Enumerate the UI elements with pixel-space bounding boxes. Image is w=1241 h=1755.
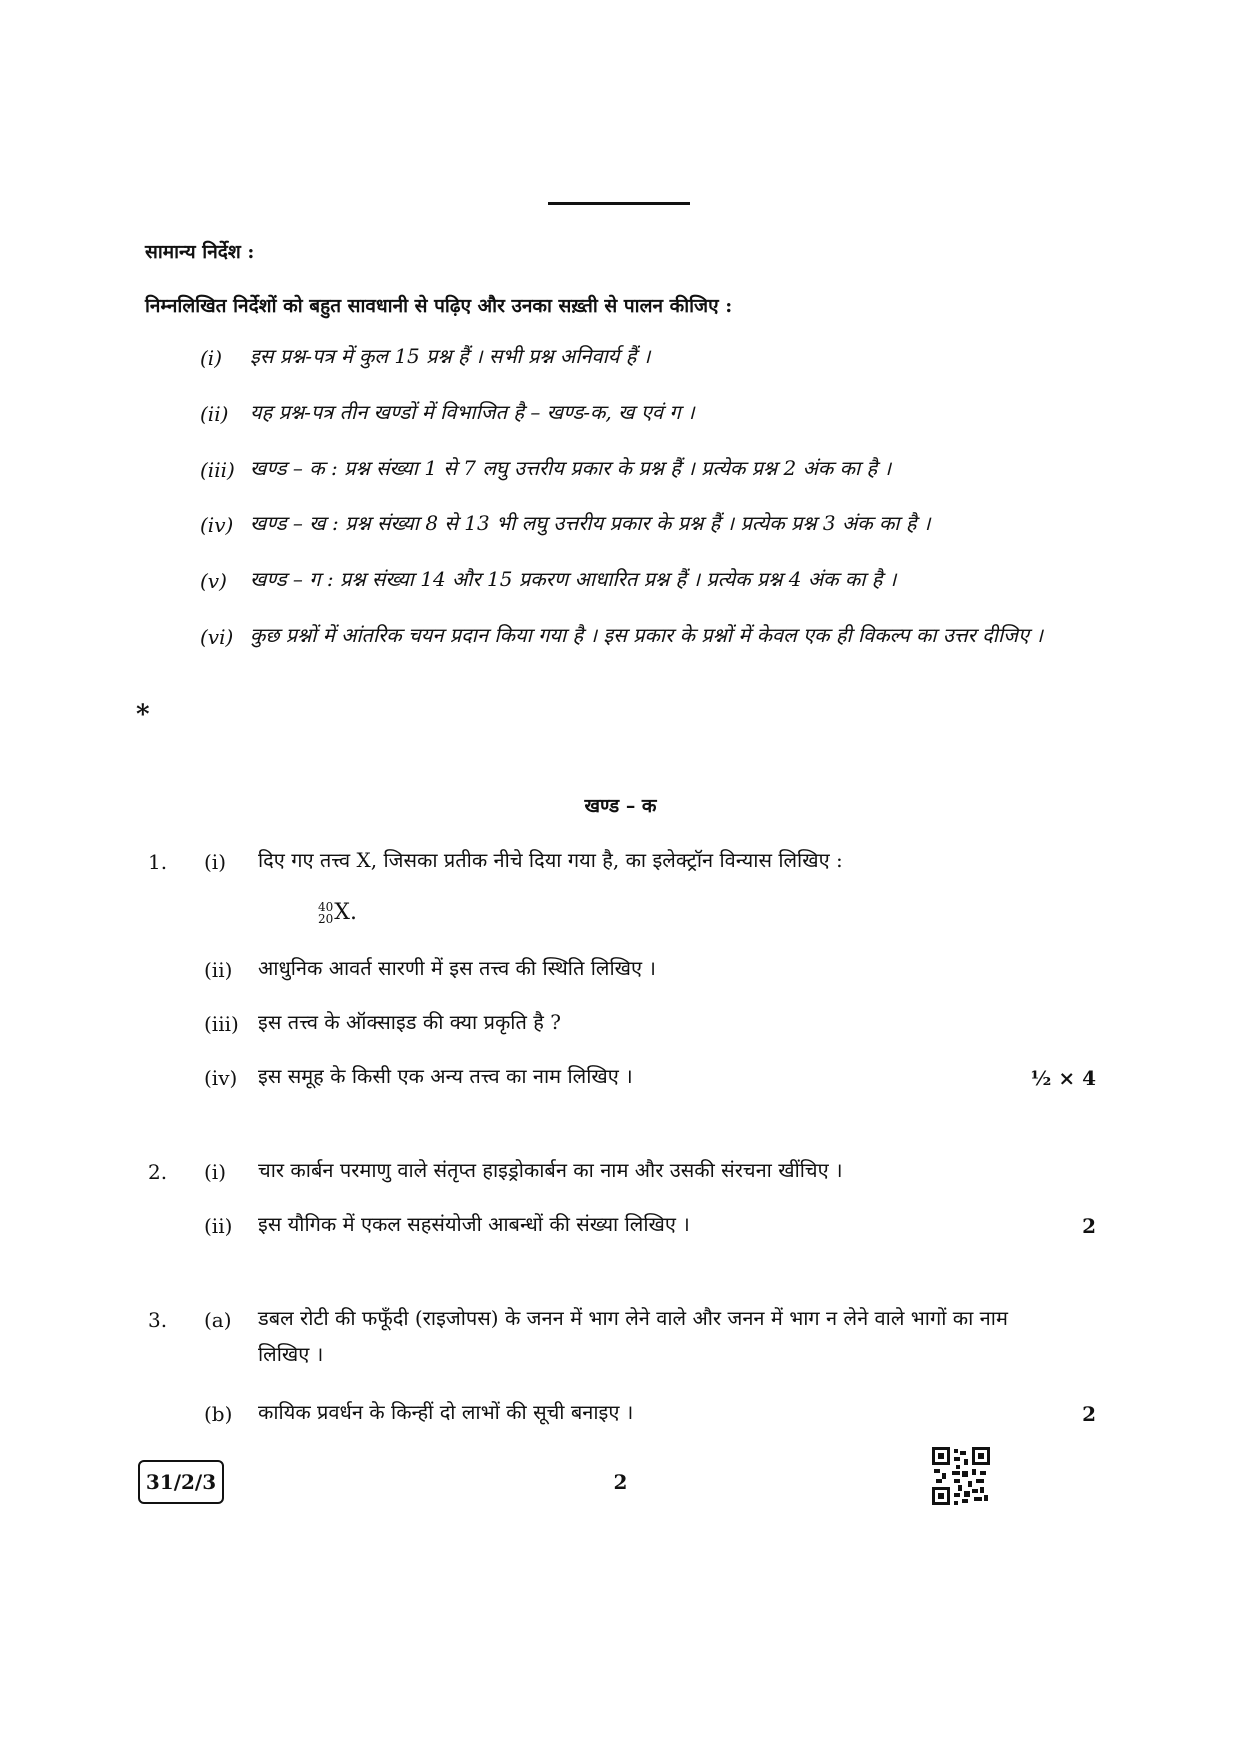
nuclide-scripts xyxy=(318,901,333,925)
instruction-number: (ii) xyxy=(200,402,229,426)
instruction-text: खण्ड – क : प्रश्न संख्या 1 से 7 लघु उत्तरीय प्रकार के प्रश्न हैं । प्रत्येक प्रश्न 2 अंक का है । xyxy=(250,456,892,480)
question-part-text: आधुनिक आवर्त सारणी में इस तत्त्व की स्थिति लिखिए । xyxy=(258,956,656,980)
paper-code: 31/2/3 xyxy=(145,1470,217,1494)
question-part-label: (iv) xyxy=(204,1066,238,1090)
question-part-label: (ii) xyxy=(204,1214,233,1238)
question-part-label: (b) xyxy=(204,1402,233,1426)
question-marks: 2 xyxy=(1082,1402,1096,1426)
question-part-text: डबल रोटी की फफूँदी (राइजोपस) के जनन में भाग लेने वाले और जनन में भाग न लेने वाले भागों का नाम लिखिए । xyxy=(258,1306,1008,1366)
question-part-label: (iii) xyxy=(204,1012,239,1036)
section-title: खण्ड – क xyxy=(584,795,657,817)
question-marks: 2 xyxy=(1082,1214,1096,1238)
question-part-text: कायिक प्रवर्धन के किन्हीं दो लाभों की सूची बनाइए । xyxy=(258,1400,634,1424)
qr-code-icon xyxy=(932,1447,990,1505)
instruction-number: (i) xyxy=(200,346,223,370)
question-part-label: (i) xyxy=(204,1160,227,1184)
element-symbol: X. xyxy=(334,900,357,925)
question-part-label: (a) xyxy=(204,1308,232,1332)
question-marks: ½ × 4 xyxy=(1030,1066,1096,1090)
question-part-text: दिए गए तत्त्व X, जिसका प्रतीक नीचे दिया गया है, का इलेक्ट्रॉन विन्यास लिखिए : xyxy=(258,848,843,872)
question-part-text: इस समूह के किसी एक अन्य तत्त्व का नाम लिखिए । xyxy=(258,1064,633,1088)
page-number: 2 xyxy=(613,1470,628,1494)
instruction-number: (iv) xyxy=(200,513,234,537)
question-part-text: इस यौगिक में एकल सहसंयोजी आबन्धों की संख्या लिखिए । xyxy=(258,1212,690,1236)
instruction-number: (v) xyxy=(200,569,227,593)
instruction-text: खण्ड – ग : प्रश्न संख्या 14 और 15 प्रकरण आधारित प्रश्न हैं । प्रत्येक प्रश्न 4 अंक का है । xyxy=(250,567,897,591)
asterisk-mark: * xyxy=(136,700,150,730)
instruction-text: कुछ प्रश्नों में आंतरिक चयन प्रदान किया गया है । इस प्रकार के प्रश्नों में केवल एक ही विकल्प का उत्तर दीजिए । xyxy=(250,623,1043,647)
general-instructions-subheading: निम्नलिखित निर्देशों को बहुत सावधानी से पढ़िए और उनका सख़्ती से पालन कीजिए : xyxy=(145,295,733,317)
question-part-label: (i) xyxy=(204,850,227,874)
nuclide-symbol xyxy=(318,900,357,925)
atomic-number: 20 xyxy=(318,911,334,926)
question-number: 3. xyxy=(148,1308,168,1332)
general-instructions-heading: सामान्य निर्देश : xyxy=(145,241,255,263)
question-number: 2. xyxy=(148,1160,168,1184)
question-part-text: इस तत्त्व के ऑक्साइड की क्या प्रकृति है ? xyxy=(258,1010,561,1034)
instruction-number: (vi) xyxy=(200,625,234,649)
instruction-number: (iii) xyxy=(200,458,235,482)
instruction-text: इस प्रश्न-पत्र में कुल 15 प्रश्न हैं । सभी प्रश्न अनिवार्य हैं । xyxy=(250,344,651,368)
question-part-text: चार कार्बन परमाणु वाले संतृप्त हाइड्रोकार्बन का नाम और उसकी संरचना खींचिए । xyxy=(258,1158,843,1182)
instruction-text: खण्ड – ख : प्रश्न संख्या 8 से 13 भी लघु उत्तरीय प्रकार के प्रश्न हैं । प्रत्येक प्रश्न 3 अंक का है । xyxy=(250,511,931,535)
top-rule xyxy=(548,202,690,205)
mass-number: 40 xyxy=(318,899,334,914)
question-number: 1. xyxy=(148,850,168,874)
instruction-text: यह प्रश्न-पत्र तीन खण्डों में विभाजित है – खण्ड-क, ख एवं ग । xyxy=(250,400,695,424)
question-part-label: (ii) xyxy=(204,958,233,982)
